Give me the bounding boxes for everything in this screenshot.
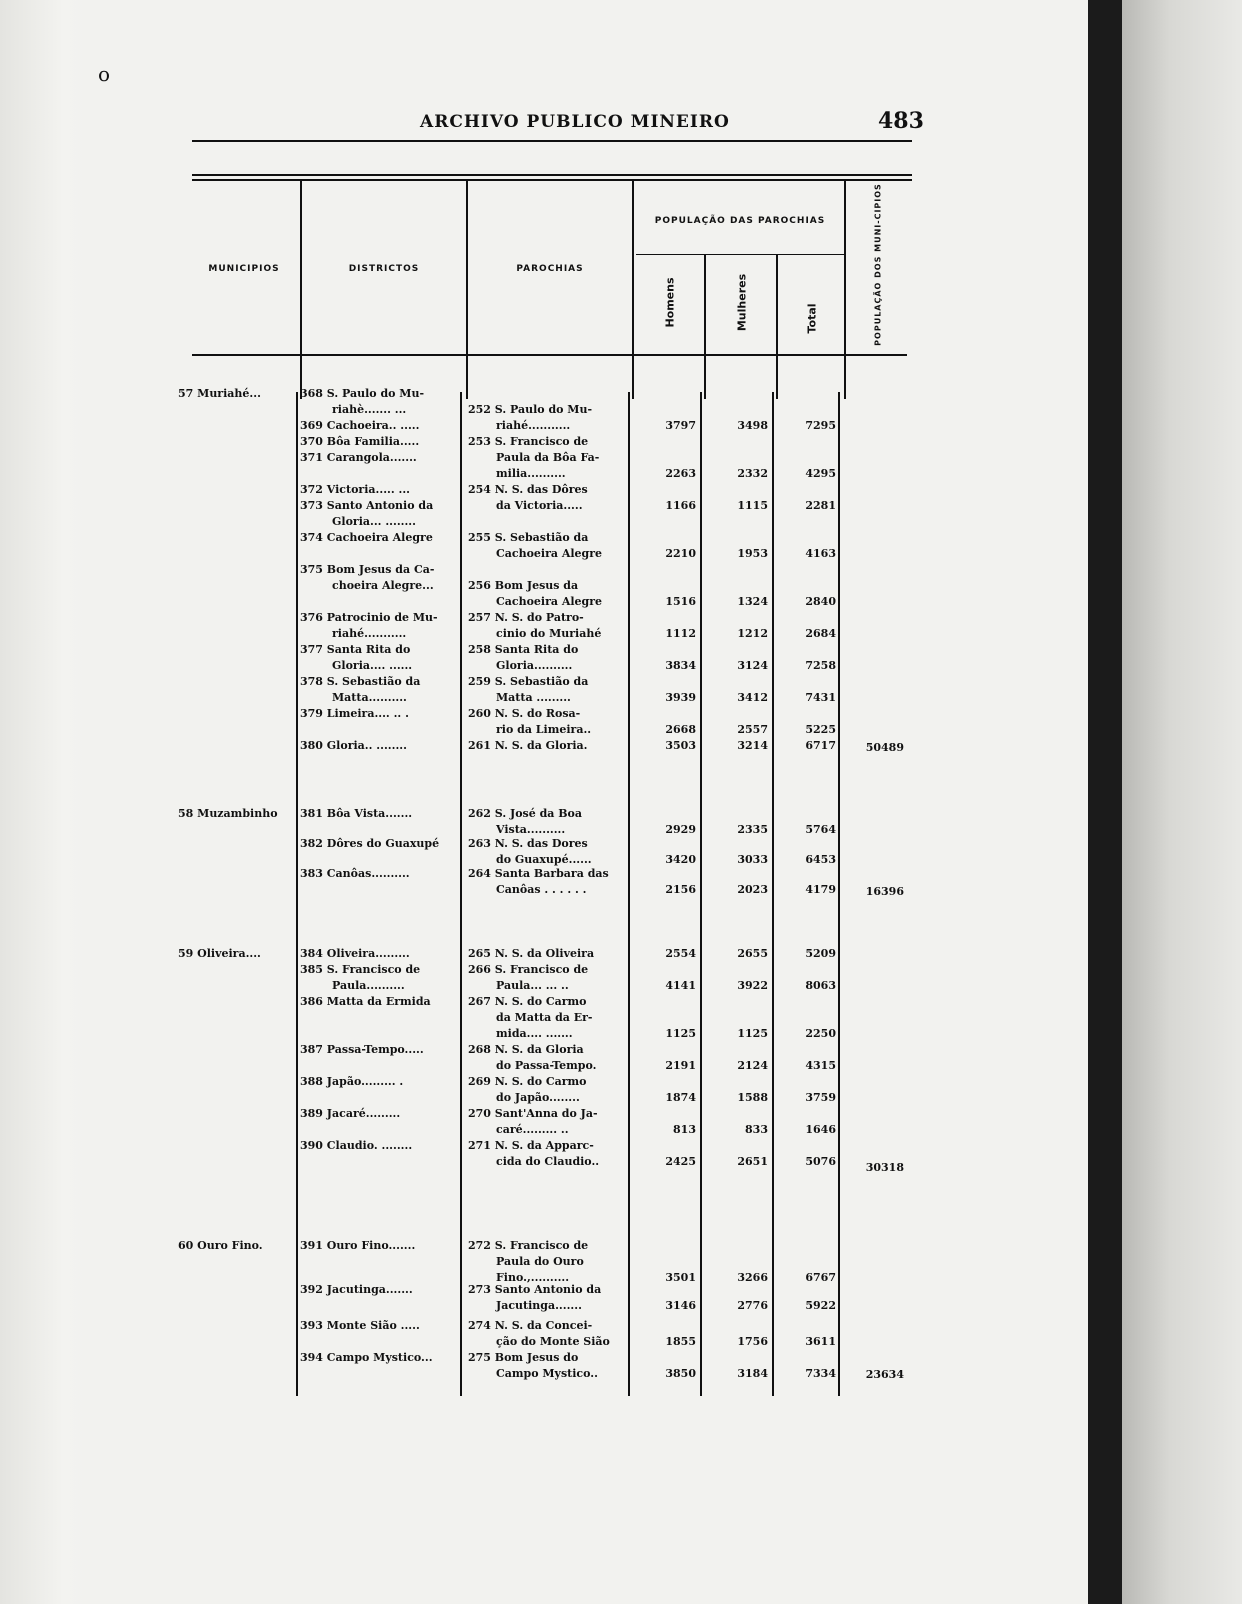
parochia-entry: 265 N. S. da Oliveira [468, 947, 595, 960]
homens-value: 2929 [665, 823, 696, 836]
body-divider-4 [700, 392, 702, 1396]
mulheres-value: 3922 [737, 979, 768, 992]
parochia-entry: 256 Bom Jesus da [468, 579, 579, 592]
total-value: 3759 [805, 1091, 836, 1104]
parochia-entry: 259 S. Sebastião da [468, 675, 589, 688]
district-entry: Paula.......... [332, 979, 405, 992]
district-entry: 376 Patrocinio de Mu- [300, 611, 438, 624]
parochia-entry: 253 S. Francisco de [468, 435, 589, 448]
homens-value: 3503 [665, 739, 696, 752]
district-entry: 391 Ouro Fino....... [300, 1239, 416, 1252]
district-entry: 385 S. Francisco de [300, 963, 421, 976]
parochia-entry: 257 N. S. do Patro- [468, 611, 584, 624]
district-entry: choeira Alegre... [332, 579, 434, 592]
parochia-entry: rio da Limeira.. [496, 723, 592, 736]
district-entry: 377 Santa Rita do [300, 643, 411, 656]
running-header-title: ARCHIVO PUBLICO MINEIRO [420, 112, 730, 132]
district-entry: 390 Claudio. ........ [300, 1139, 413, 1152]
homens-value: 3420 [665, 853, 696, 866]
parochia-entry: Cachoeira Alegre [496, 547, 603, 560]
homens-value: 1516 [665, 595, 696, 608]
parochia-entry: 273 Santo Antonio da [468, 1283, 602, 1296]
parochia-entry: da Matta da Er- [496, 1011, 593, 1024]
mulheres-value: 833 [745, 1123, 768, 1136]
parochia-entry: cinio do Muriahé [496, 627, 602, 640]
parochia-entry: 254 N. S. das Dôres [468, 483, 588, 496]
col-divider-1 [300, 181, 302, 399]
district-entry: riahé........... [332, 627, 407, 640]
mulheres-value: 2557 [737, 723, 768, 736]
parochia-entry: 275 Bom Jesus do [468, 1351, 579, 1364]
total-value: 4315 [805, 1059, 836, 1072]
district-entry: 387 Passa-Tempo..... [300, 1043, 424, 1056]
parochia-entry: 261 N. S. da Gloria. [468, 739, 588, 752]
homens-value: 1125 [665, 1027, 696, 1040]
facing-page-edge [1122, 0, 1242, 1604]
district-entry: 388 Japão......... . [300, 1075, 404, 1088]
parochia-entry: 262 S. José da Boa [468, 807, 582, 820]
homens-value: 2668 [665, 723, 696, 736]
mulheres-value: 2023 [737, 883, 768, 896]
municipio-label: 60 Ouro Fino. [178, 1239, 263, 1252]
total-value: 6767 [805, 1271, 836, 1284]
body-divider-2 [460, 392, 462, 1396]
parochia-entry: 258 Santa Rita do [468, 643, 579, 656]
municipio-label: 59 Oliveira.... [178, 947, 261, 960]
parochia-entry: Campo Mystico.. [496, 1367, 598, 1380]
homens-value: 2210 [665, 547, 696, 560]
homens-value: 3146 [665, 1299, 696, 1312]
parochia-entry: Gloria.......... [496, 659, 573, 672]
total-value: 2684 [805, 627, 836, 640]
district-entry: 383 Canôas.......... [300, 867, 410, 880]
homens-value: 3939 [665, 691, 696, 704]
header-populacao-municipios: POPULAÇÃO DOS MUNI-CIPIOS [873, 183, 883, 346]
mulheres-value: 1588 [737, 1091, 768, 1104]
header-rule [192, 140, 912, 142]
district-entry: 371 Carangola....... [300, 451, 417, 464]
parochia-entry: milia.......... [496, 467, 566, 480]
municipio-total: 50489 [865, 741, 904, 754]
total-value: 6453 [805, 853, 836, 866]
col-divider-2 [466, 181, 468, 399]
total-value: 4295 [805, 467, 836, 480]
district-entry: riahè....... ... [332, 403, 407, 416]
total-value: 5076 [805, 1155, 836, 1168]
mulheres-value: 2651 [737, 1155, 768, 1168]
district-entry: 368 S. Paulo do Mu- [300, 387, 425, 400]
table-top-rule [192, 174, 912, 176]
mulheres-value: 3412 [737, 691, 768, 704]
homens-value: 2191 [665, 1059, 696, 1072]
homens-value: 1855 [665, 1335, 696, 1348]
homens-value: 1112 [665, 627, 696, 640]
homens-value: 3797 [665, 419, 696, 432]
municipio-total: 30318 [865, 1161, 904, 1174]
mulheres-value: 2332 [737, 467, 768, 480]
homens-value: 3501 [665, 1271, 696, 1284]
col-divider-4 [704, 254, 706, 399]
homens-value: 1166 [665, 499, 696, 512]
municipio-total: 16396 [865, 885, 904, 898]
municipio-total: 23634 [865, 1368, 904, 1381]
total-value: 6717 [805, 739, 836, 752]
parochia-entry: Cachoeira Alegre [496, 595, 603, 608]
district-entry: 380 Gloria.. ........ [300, 739, 407, 752]
total-value: 5209 [805, 947, 836, 960]
total-value: 7431 [805, 691, 836, 704]
total-value: 2840 [805, 595, 836, 608]
header-total: Total [805, 303, 819, 334]
parochia-entry: 272 S. Francisco de [468, 1239, 589, 1252]
homens-value: 813 [673, 1123, 696, 1136]
parochia-entry: 268 N. S. da Gloria [468, 1043, 584, 1056]
book-binding-shadow [1088, 0, 1122, 1604]
mulheres-value: 1115 [737, 499, 768, 512]
district-entry: 393 Monte Sião ..... [300, 1319, 420, 1332]
parochia-entry: 269 N. S. do Carmo [468, 1075, 587, 1088]
total-value: 7295 [805, 419, 836, 432]
total-value: 2281 [805, 499, 836, 512]
mulheres-value: 2776 [737, 1299, 768, 1312]
margin-mark: o [98, 62, 111, 86]
homens-value: 2554 [665, 947, 696, 960]
total-value: 1646 [805, 1123, 836, 1136]
parochia-entry: do Guaxupé...... [496, 853, 592, 866]
header-parochias: PAROCHIAS [516, 264, 584, 274]
mulheres-value: 3033 [737, 853, 768, 866]
parochia-entry: 271 N. S. da Apparc- [468, 1139, 594, 1152]
parochia-entry: 274 N. S. da Concei- [468, 1319, 593, 1332]
district-entry: 369 Cachoeira.. ..... [300, 419, 420, 432]
district-entry: Gloria.... ...... [332, 659, 413, 672]
header-populacao-parochias: POPULAÇÃO DAS PAROCHIAS [654, 216, 826, 226]
mulheres-value: 3498 [737, 419, 768, 432]
parochia-entry: Paula do Ouro [496, 1255, 584, 1268]
district-entry: 379 Limeira.... .. . [300, 707, 409, 720]
total-value: 5922 [805, 1299, 836, 1312]
parochia-entry: Canôas . . . . . . [496, 883, 587, 896]
parochia-entry: Paula... ... .. [496, 979, 569, 992]
homens-value: 4141 [665, 979, 696, 992]
district-entry: 389 Jacaré......... [300, 1107, 401, 1120]
mulheres-value: 3124 [737, 659, 768, 672]
header-municipios: MUNICIPIOS [208, 264, 280, 274]
district-entry: 394 Campo Mystico... [300, 1351, 433, 1364]
parochia-entry: Paula da Bôa Fa- [496, 451, 600, 464]
district-entry: 370 Bôa Familia..... [300, 435, 420, 448]
parochia-entry: 266 S. Francisco de [468, 963, 589, 976]
mulheres-value: 3184 [737, 1367, 768, 1380]
col-divider-6 [844, 181, 846, 399]
parochia-entry: Fino.,.......... [496, 1271, 570, 1284]
parochia-entry: cida do Claudio.. [496, 1155, 600, 1168]
total-value: 7258 [805, 659, 836, 672]
parochia-entry: da Victoria..... [496, 499, 583, 512]
total-value: 4179 [805, 883, 836, 896]
parochia-entry: mida.... ....... [496, 1027, 573, 1040]
parochia-entry: 263 N. S. das Dores [468, 837, 588, 850]
parochia-entry: Jacutinga....... [496, 1299, 582, 1312]
homens-value: 3834 [665, 659, 696, 672]
parochia-entry: caré......... .. [496, 1123, 569, 1136]
mulheres-value: 1756 [737, 1335, 768, 1348]
district-entry: 392 Jacutinga....... [300, 1283, 413, 1296]
mulheres-value: 1953 [737, 547, 768, 560]
col-divider-3 [632, 181, 634, 399]
total-value: 5225 [805, 723, 836, 736]
page-number: 483 [878, 108, 924, 134]
parochia-entry: 264 Santa Barbara das [468, 867, 609, 880]
municipio-label: 58 Muzambinho [178, 807, 278, 820]
parochia-entry: do Japão........ [496, 1091, 580, 1104]
header-mulheres: Mulheres [735, 273, 749, 332]
total-value: 4163 [805, 547, 836, 560]
parochia-entry: ção do Monte Sião [496, 1335, 610, 1348]
parochia-entry: 252 S. Paulo do Mu- [468, 403, 593, 416]
body-divider-1 [296, 392, 298, 1396]
district-entry: 374 Cachoeira Alegre [300, 531, 433, 544]
municipio-label: 57 Muriahé... [178, 387, 261, 400]
homens-value: 2156 [665, 883, 696, 896]
homens-value: 3850 [665, 1367, 696, 1380]
parochia-entry: 255 S. Sebastião da [468, 531, 589, 544]
parochia-entry: riahé........... [496, 419, 571, 432]
parochia-entry: do Passa-Tempo. [496, 1059, 597, 1072]
mulheres-value: 3214 [737, 739, 768, 752]
district-entry: 384 Oliveira......... [300, 947, 410, 960]
district-entry: 381 Bôa Vista....... [300, 807, 413, 820]
district-entry: 375 Bom Jesus da Ca- [300, 563, 435, 576]
body-divider-5 [772, 392, 774, 1396]
mulheres-value: 1125 [737, 1027, 768, 1040]
total-value: 8063 [805, 979, 836, 992]
parochia-entry: 267 N. S. do Carmo [468, 995, 587, 1008]
parochia-entry: Matta ......... [496, 691, 571, 704]
total-value: 3611 [805, 1335, 836, 1348]
district-entry: 373 Santo Antonio da [300, 499, 434, 512]
mulheres-value: 2124 [737, 1059, 768, 1072]
mulheres-value: 1212 [737, 627, 768, 640]
homens-value: 2425 [665, 1155, 696, 1168]
total-value: 5764 [805, 823, 836, 836]
district-entry: 382 Dôres do Guaxupé [300, 837, 440, 850]
homens-value: 1874 [665, 1091, 696, 1104]
header-homens: Homens [663, 277, 677, 328]
parochia-entry: 270 Sant'Anna do Ja- [468, 1107, 598, 1120]
total-value: 7334 [805, 1367, 836, 1380]
district-entry: 378 S. Sebastião da [300, 675, 421, 688]
scan-left-edge [0, 0, 90, 1604]
homens-value: 2263 [665, 467, 696, 480]
district-entry: 372 Victoria..... ... [300, 483, 410, 496]
mulheres-value: 1324 [737, 595, 768, 608]
mulheres-value: 2655 [737, 947, 768, 960]
district-entry: 386 Matta da Ermida [300, 995, 431, 1008]
body-divider-6 [838, 392, 840, 1396]
mulheres-value: 3266 [737, 1271, 768, 1284]
header-districtos: DISTRICTOS [348, 264, 420, 274]
parochia-entry: 260 N. S. do Rosa- [468, 707, 581, 720]
col-divider-5 [776, 254, 778, 399]
district-entry: Matta.......... [332, 691, 407, 704]
total-value: 2250 [805, 1027, 836, 1040]
parochia-entry: Vista.......... [496, 823, 566, 836]
mulheres-value: 2335 [737, 823, 768, 836]
district-entry: Gloria... ........ [332, 515, 416, 528]
